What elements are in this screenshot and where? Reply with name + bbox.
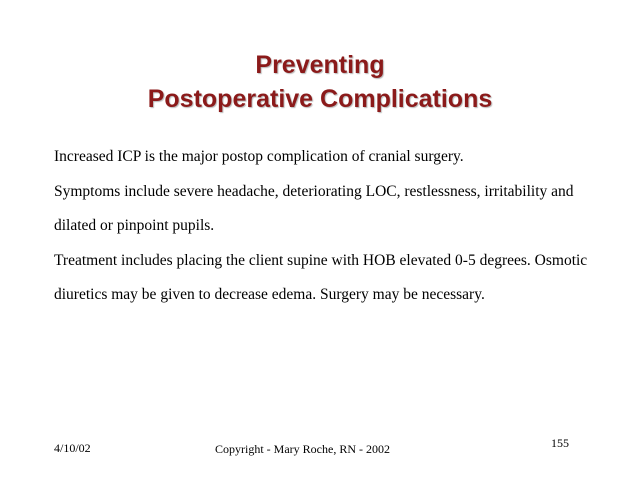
footer-date: 4/10/02 xyxy=(54,441,91,455)
body-paragraph-3: Treatment includes placing the client supine with HOB elevated 0-5 degrees. Osmotic diuretics may be given to decrease edema. Surgery may be necessary. xyxy=(54,251,588,303)
slide-body xyxy=(54,140,614,313)
title-line-2: Postoperative Complications xyxy=(147,85,493,113)
slide-title xyxy=(0,48,640,116)
footer-copyright: Copyright - Mary Roche, RN - 2002 xyxy=(215,442,390,456)
body-paragraph-2: Symptoms include severe headache, deteriorating LOC, restlessness, irritability and dilated or pinpoint pupils. xyxy=(54,182,574,234)
title-line-1: Preventing xyxy=(255,51,385,79)
body-paragraph-1: Increased ICP is the major postop complication of cranial surgery. xyxy=(54,148,464,165)
page-number: 155 xyxy=(551,436,569,450)
